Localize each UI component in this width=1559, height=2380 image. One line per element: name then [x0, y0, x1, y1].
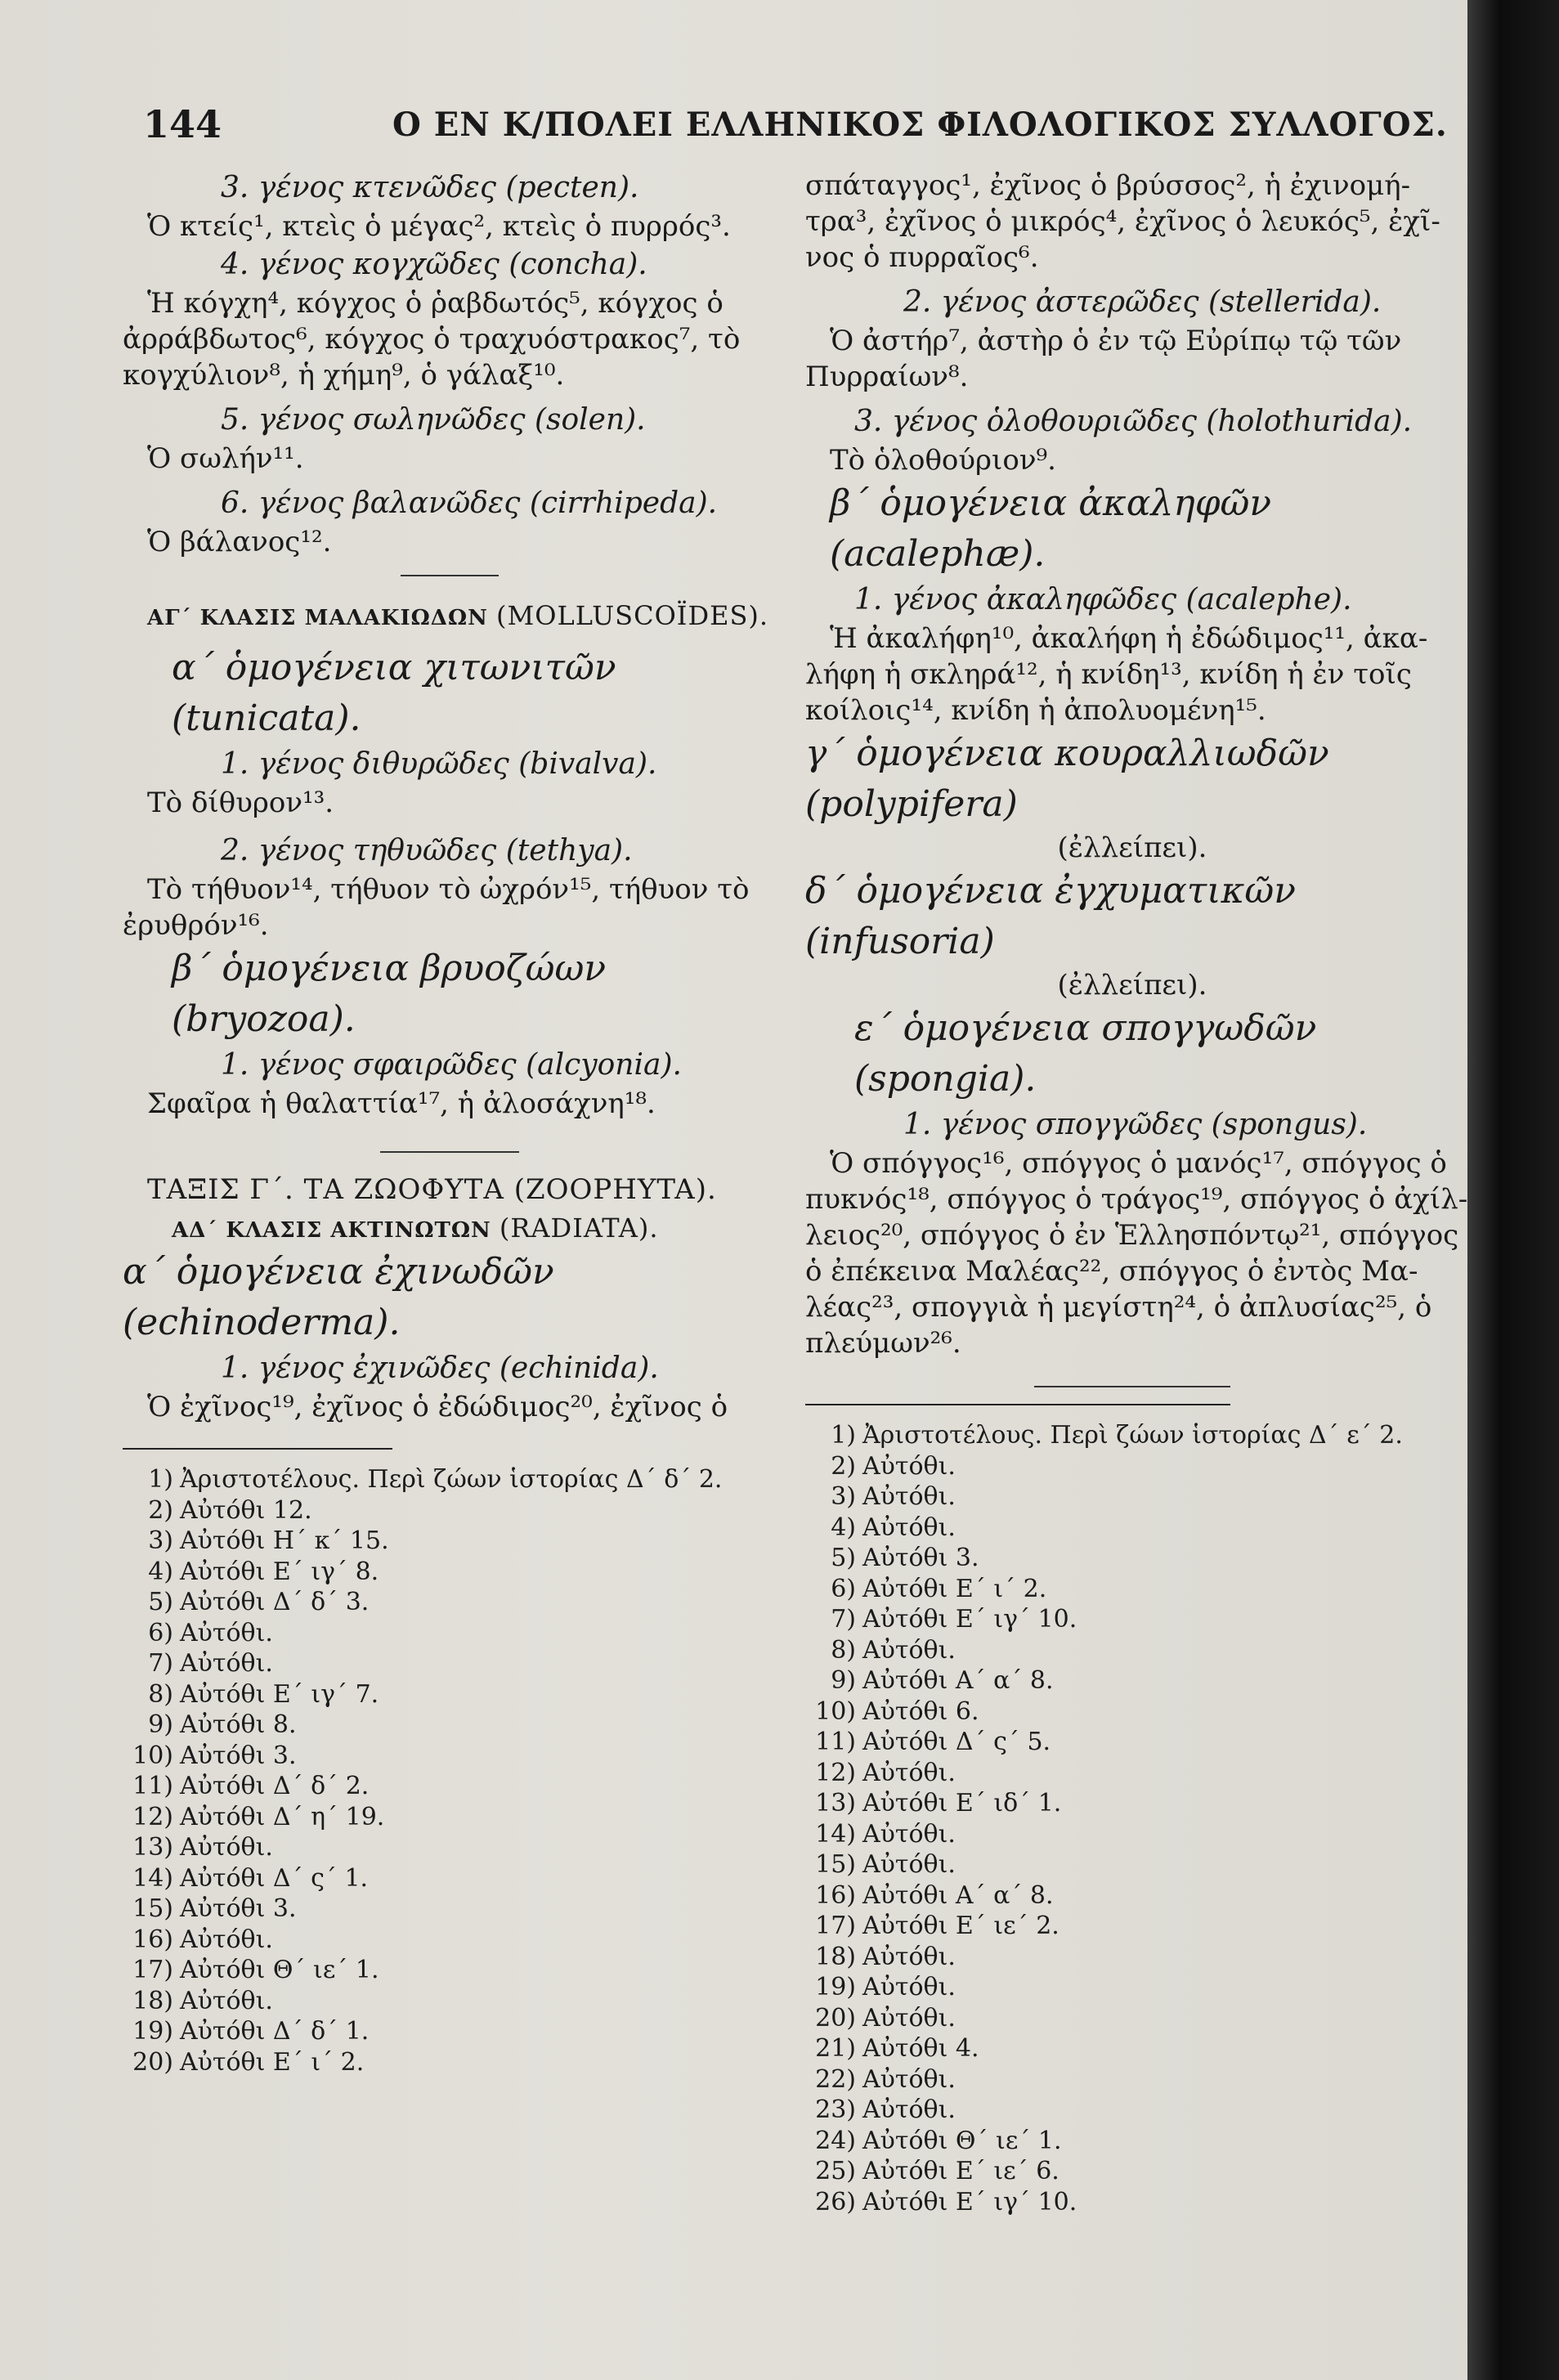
footnote-text: Αὐτόθι Δ΄ ς΄ 1. [180, 1863, 369, 1893]
footnote-number: 12) [815, 1758, 856, 1787]
genus-heading: 1. γένος σφαιρῶδες (alcyonia). [221, 1048, 682, 1082]
family-heading: δ΄ ὁμογένεια ἐγχυματικῶν (infusoria) [805, 870, 1296, 962]
footnote-number: 9) [148, 1710, 173, 1739]
book-spine-shadow [1467, 0, 1559, 2380]
footnote-number: 25) [815, 2157, 856, 2185]
genus-text: Ἡ ἀκαλήφη¹⁰, ἀκαλήφη ἡ ἐδώδιμος¹¹, ἀκα- [830, 622, 1428, 655]
footnote [805, 1665, 1459, 1696]
footnote-number: 10) [132, 1741, 173, 1770]
footnote [123, 1802, 777, 1833]
footnote [805, 1942, 1459, 1973]
footnote-number: 22) [815, 2064, 856, 2094]
genus-text: Ὁ σπόγγος¹⁶, σπόγγος ὁ μανός¹⁷, σπόγγος ὁ [830, 1147, 1447, 1180]
genus-text: κοίλοις¹⁴, κνίδη ἡ ἀπολυομένη¹⁵. [805, 694, 1266, 727]
genus-text: τρα³, ἐχῖνος ὁ μικρός⁴, ἐχῖνος ὁ λευκός⁵, ἐχῖ- [805, 205, 1440, 238]
class-latin-name: (MOLLUSCOÏDES). [495, 600, 769, 631]
footnote [123, 1495, 777, 1526]
footnote-text: Ἀριστοτέλους. Περὶ ζώων ἱστορίας Δ΄ ε΄ 2. [862, 1421, 1403, 1450]
footnote-number: 4) [148, 1557, 173, 1586]
footnote [805, 1635, 1459, 1666]
footnote-text: Αὐτόθι. [862, 1942, 956, 1971]
footnote-number: 5) [831, 1544, 856, 1572]
footnote [123, 1526, 777, 1557]
footnote-text: Αὐτόθι. [180, 1649, 273, 1678]
genus-heading: 3. γένος κτενῶδες (pecten). [221, 171, 639, 204]
footnote-number: 21) [815, 2034, 856, 2063]
footnote-number: 3) [148, 1526, 173, 1555]
footnote-number: 7) [148, 1649, 173, 1678]
footnote [123, 1710, 777, 1741]
genus-text: λειος²⁰, σπόγγος ὁ ἐν Ἑλλησπόντῳ²¹, σπόγγος [805, 1219, 1459, 1252]
footnote [123, 1679, 777, 1710]
family-heading: β΄ ὁμογένεια ἀκαληφῶν (acalephæ). [830, 482, 1272, 575]
footnote [123, 1863, 777, 1894]
footnote-number: 6) [831, 1574, 856, 1603]
footnote-number: 16) [132, 1925, 173, 1954]
footnote [805, 1819, 1459, 1850]
footnote [805, 1788, 1459, 1819]
footnote-number: 14) [815, 1819, 856, 1849]
page-header [143, 102, 1448, 151]
footnote-text: Αὐτόθι Δ΄ η΄ 19. [180, 1802, 385, 1831]
genus-text: Σφαῖρα ἡ θαλαττία¹⁷, ἡ ἀλοσάχνη¹⁸. [147, 1087, 656, 1120]
footnote-text: Αὐτόθι. [862, 1482, 956, 1511]
footnote-number: 18) [132, 1986, 173, 2015]
footnote-number: 1) [148, 1465, 173, 1494]
footnote-number: 18) [815, 1942, 856, 1971]
family-heading: β΄ ὁμογένεια βρυοζώων (bryozoa). [172, 948, 607, 1040]
footnote-text: Αὐτόθι Ε΄ ιγ΄ 8. [180, 1557, 379, 1586]
genus-heading: 1. γένος διθυρῶδες (bivalva). [221, 747, 657, 781]
footnote-number: 2) [148, 1495, 173, 1525]
family-heading: α΄ ὁμογένεια χιτωνιτῶν (tunicata). [172, 647, 616, 739]
footnote-text: Αὐτόθι 3. [180, 1741, 297, 1770]
footnote-number: 9) [831, 1666, 856, 1695]
footnote-text: Αὐτόθι Δ΄ ς΄ 5. [862, 1728, 1051, 1756]
footnote [805, 1574, 1459, 1605]
footnote-number: 26) [815, 2187, 856, 2216]
footnote-number: 1) [831, 1421, 856, 1450]
footnote-number: 8) [148, 1679, 173, 1709]
footnote-number: 3) [831, 1482, 856, 1511]
footnote-number: 2) [831, 1451, 856, 1481]
footnote-number: 17) [815, 1912, 856, 1940]
genus-heading: 2. γένος τηθυῶδες (tethya). [221, 834, 633, 867]
genus-text: ἀρράβδωτος⁶, κόγχος ὁ τραχυόστρακος⁷, τὸ [123, 323, 741, 356]
footnote-text: Αὐτόθι Ε΄ ιε΄ 2. [862, 1912, 1059, 1940]
family-heading: γ΄ ὁμογένεια κουραλλιωδῶν (polypifera) [805, 733, 1329, 825]
genus-text: πυκνός¹⁸, σπόγγος ὁ τράγος¹⁹, σπόγγος ὁ ἀχίλ- [805, 1183, 1468, 1216]
footnote-rule [805, 1404, 1230, 1405]
genus-text: κογχύλιον⁸, ἡ χήμη⁹, ὁ γάλαξ¹⁰. [123, 359, 565, 392]
footnote [123, 2016, 777, 2047]
footnote [123, 1618, 777, 1649]
order-heading: ΤΑΞΙΣ Γ΄. ΤΑ ΖΩΟΦΥΤΑ (ZOOPHYTA). [147, 1173, 717, 1206]
genus-text: σπάταγγος¹, ἐχῖνος ὁ βρύσσος², ἡ ἐχινομή- [805, 169, 1411, 202]
footnote-number: 11) [132, 1772, 173, 1800]
footnote-text: Αὐτόθι Ε΄ ιδ΄ 1. [862, 1789, 1062, 1817]
class-heading [123, 1212, 777, 1247]
footnote [123, 1925, 777, 1956]
section-divider [1034, 1386, 1230, 1387]
footnote [123, 1955, 777, 1986]
footnote-number: 17) [132, 1956, 173, 1984]
footnote [123, 1648, 777, 1679]
genus-text: Ὁ βάλανος¹². [147, 526, 332, 558]
footnote [123, 1557, 777, 1588]
family-note: (ἐλλείπει). [1057, 969, 1207, 1002]
footnote-number: 5) [148, 1588, 173, 1616]
footnote-number: 6) [148, 1618, 173, 1647]
footnote-text: Αὐτόθι Θ΄ ιε΄ 1. [862, 2126, 1062, 2155]
footnote-text: Αὐτόθι. [180, 1618, 273, 1647]
footnote [805, 1880, 1459, 1912]
family-note: (ἐλλείπει). [1057, 831, 1207, 864]
footnote [805, 1513, 1459, 1544]
footnote [805, 1696, 1459, 1728]
genus-text: ὁ ἐπέκεινα Μαλέας²², σπόγγος ὁ ἐντὸς Μα- [805, 1255, 1418, 1288]
footnote-number: 11) [815, 1728, 856, 1756]
footnote-number: 16) [815, 1880, 856, 1910]
footnote-text: Αὐτόθι Ε΄ ιγ΄ 10. [862, 1605, 1077, 1634]
footnote-text: Αὐτόθι. [862, 1758, 956, 1787]
footnote [805, 2064, 1459, 2095]
footnote-number: 4) [831, 1513, 856, 1542]
footnote-text: Αὐτόθι. [862, 1819, 956, 1849]
footnote-text: Αὐτόθι. [180, 1986, 273, 2015]
footnote [123, 1986, 777, 2017]
footnote-text: Αὐτόθι Ε΄ ι΄ 2. [180, 2047, 365, 2077]
class-name: ΑΔ΄ ΚΛΑΣΙΣ ΑΚΤΙΝΩΤΩΝ [172, 1218, 491, 1243]
right-column [805, 168, 1468, 2217]
footnote [805, 1420, 1459, 1451]
footnote-text: Αὐτόθι Δ΄ δ΄ 2. [180, 1772, 370, 1800]
footnote-number: 7) [831, 1605, 856, 1634]
genus-text: πλεύμων²⁶. [805, 1327, 961, 1360]
genus-text: Ὁ ἐχῖνος¹⁹, ἐχῖνος ὁ ἐδώδιμος²⁰, ἐχῖνος ὁ [147, 1391, 728, 1423]
footnote-text: Αὐτόθι 12. [180, 1495, 312, 1525]
footnote [805, 2033, 1459, 2064]
footnote-text: Αὐτόθι Δ΄ δ΄ 1. [180, 2017, 370, 2046]
genus-heading: 1. γένος ἀκαληφῶδες (acalephe). [854, 583, 1352, 616]
footnote-text: Αὐτόθι 6. [862, 1696, 979, 1726]
left-column [123, 168, 777, 2077]
footnote [123, 1741, 777, 1772]
footnote [805, 1972, 1459, 2003]
footnote-number: 23) [815, 2095, 856, 2124]
footnote [805, 1543, 1459, 1574]
footnote [805, 1911, 1459, 1942]
footnote [805, 1727, 1459, 1758]
footnote-text: Αὐτόθι. [862, 1973, 956, 2001]
footnote [805, 1604, 1459, 1635]
footnote [805, 2095, 1459, 2126]
footnote-text: Αὐτόθι Ε΄ ιγ΄ 7. [180, 1679, 379, 1709]
genus-text: Πυρραίων⁸. [805, 361, 969, 393]
footnote-number: 20) [815, 2003, 856, 2033]
footnote-text: Ἀριστοτέλους. Περὶ ζώων ἱστορίας Δ΄ δ΄ 2. [180, 1465, 723, 1494]
genus-text: Τὸ ὁλοθούριον⁹. [830, 444, 1056, 477]
footnote [805, 2156, 1459, 2187]
footnote-number: 24) [815, 2126, 856, 2155]
genus-heading: 6. γένος βαλανῶδες (cirrhipeda). [221, 486, 718, 520]
class-latin-name: (RADIATA). [499, 1212, 659, 1244]
footnote [805, 1451, 1459, 1482]
footnote-number: 19) [815, 1973, 856, 2001]
footnote-text: Αὐτόθι. [862, 1635, 956, 1665]
genus-text: λέας²³, σπογγιὰ ἡ μεγίστη²⁴, ὁ ἀπλυσίας²⁵, ὁ [805, 1291, 1432, 1324]
genus-text: Ὁ κτείς¹, κτεὶς ὁ μέγας², κτεὶς ὁ πυρρός³. [147, 210, 731, 243]
footnote-text: Αὐτόθι 4. [862, 2034, 979, 2063]
family-heading: α΄ ὁμογένεια ἐχινωδῶν (echinoderma). [123, 1251, 554, 1343]
genus-text: λήφη ἡ σκληρά¹², ἡ κνίδη¹³, κνίδη ἡ ἐν τοῖς [805, 658, 1412, 691]
footnote-text: Αὐτόθι Ε΄ ι΄ 2. [862, 1574, 1047, 1603]
running-title: Ο ΕΝ Κ/ΠΟΛΕΙ ΕΛΛΗΝΙΚΟΣ ΦΙΛΟΛΟΓΙΚΟΣ ΣΥΛΛΟΓΟΣ. [392, 105, 1448, 144]
footnote-text: Αὐτόθι Δ΄ δ΄ 3. [180, 1588, 370, 1616]
footnote-text: Αὐτόθι. [862, 1513, 956, 1542]
genus-text: Τὸ δίθυρον¹³. [147, 787, 334, 819]
genus-text: Ὁ ἀστήρ⁷, ἀστὴρ ὁ ἐν τῷ Εὐρίπῳ τῷ τῶν [830, 325, 1402, 357]
footnote-text: Αὐτόθι. [862, 2064, 956, 2094]
footnote-text: Αὐτόθι Α΄ α΄ 8. [862, 1880, 1054, 1910]
footnote-text: Αὐτόθι Ε΄ ιγ΄ 10. [862, 2187, 1077, 2216]
footnote-text: Αὐτόθι Η΄ κ΄ 15. [180, 1526, 389, 1555]
footnote-text: Αὐτόθι. [862, 1850, 956, 1879]
footnote-number: 10) [815, 1696, 856, 1726]
footnote-number: 15) [815, 1850, 856, 1879]
footnote-text: Αὐτόθι Θ΄ ιε΄ 1. [180, 1956, 379, 1984]
footnotes-left [123, 1464, 777, 2077]
genus-text: Ἡ κόγχη⁴, κόγχος ὁ ῥαβδωτός⁵, κόγχος ὁ [147, 287, 724, 320]
footnote [123, 1771, 777, 1802]
genus-heading: 1. γένος ἐχινῶδες (echinida). [221, 1351, 659, 1385]
genus-heading: 4. γένος κογχῶδες (concha). [221, 248, 647, 281]
footnote [123, 1832, 777, 1863]
genus-heading: 1. γένος σπογγῶδες (spongus). [903, 1108, 1368, 1141]
footnote-number: 20) [132, 2047, 173, 2077]
footnote-number: 13) [815, 1789, 856, 1817]
footnote [805, 2003, 1459, 2034]
genus-heading: 5. γένος σωληνῶδες (solen). [221, 403, 646, 437]
footnote-text: Αὐτόθι 3. [862, 1544, 979, 1572]
footnote [123, 2047, 777, 2078]
footnote-text: Αὐτόθι Ε΄ ιε΄ 6. [862, 2157, 1059, 2185]
class-name: ΑΓ΄ ΚΛΑΣΙΣ ΜΑΛΑΚΙΩΔΩΝ [147, 606, 488, 630]
footnote-rule [123, 1448, 392, 1450]
footnote-text: Αὐτόθι Α΄ α΄ 8. [862, 1666, 1054, 1695]
footnote [805, 1481, 1459, 1513]
genus-text: Ὁ σωλήν¹¹. [147, 442, 304, 475]
footnote-text: Αὐτόθι. [180, 1925, 273, 1954]
footnotes-right [805, 1420, 1459, 2217]
footnote-number: 15) [132, 1894, 173, 1923]
genus-text: νος ὁ πυρραῖος⁶. [805, 241, 1039, 274]
footnote-text: Αὐτόθι 3. [180, 1894, 297, 1923]
footnote [805, 2126, 1459, 2157]
page-number: 144 [143, 102, 222, 146]
class-heading [123, 591, 777, 643]
footnote [123, 1894, 777, 1925]
footnote-text: Αὐτόθι 8. [180, 1710, 297, 1739]
footnote-number: 12) [132, 1802, 173, 1831]
footnote-text: Αὐτόθι. [180, 1833, 273, 1862]
genus-heading: 2. γένος ἀστερῶδες (stellerida). [903, 285, 1382, 319]
genus-text: ἐρυθρόν¹⁶. [123, 909, 269, 942]
footnote [805, 1758, 1459, 1789]
section-divider [380, 1151, 519, 1153]
footnote [805, 1849, 1459, 1880]
footnote-number: 19) [132, 2017, 173, 2046]
family-heading: ε΄ ὁμογένεια σπογγωδῶν (spongia). [854, 1007, 1317, 1100]
footnote [123, 1587, 777, 1618]
footnote [805, 2187, 1459, 2218]
footnote-text: Αὐτόθι. [862, 2003, 956, 2033]
genus-heading: 3. γένος ὁλοθουριῶδες (holothurida). [854, 405, 1413, 438]
footnote-number: 8) [831, 1635, 856, 1665]
footnote-text: Αὐτόθι. [862, 1451, 956, 1481]
footnote [123, 1464, 777, 1495]
footnote-number: 13) [132, 1833, 173, 1862]
genus-text: Τὸ τήθυον¹⁴, τήθυον τὸ ὠχρόν¹⁵, τήθυον τὸ [147, 873, 750, 906]
footnote-number: 14) [132, 1863, 173, 1893]
section-divider [401, 575, 499, 576]
footnote-text: Αὐτόθι. [862, 2095, 956, 2124]
